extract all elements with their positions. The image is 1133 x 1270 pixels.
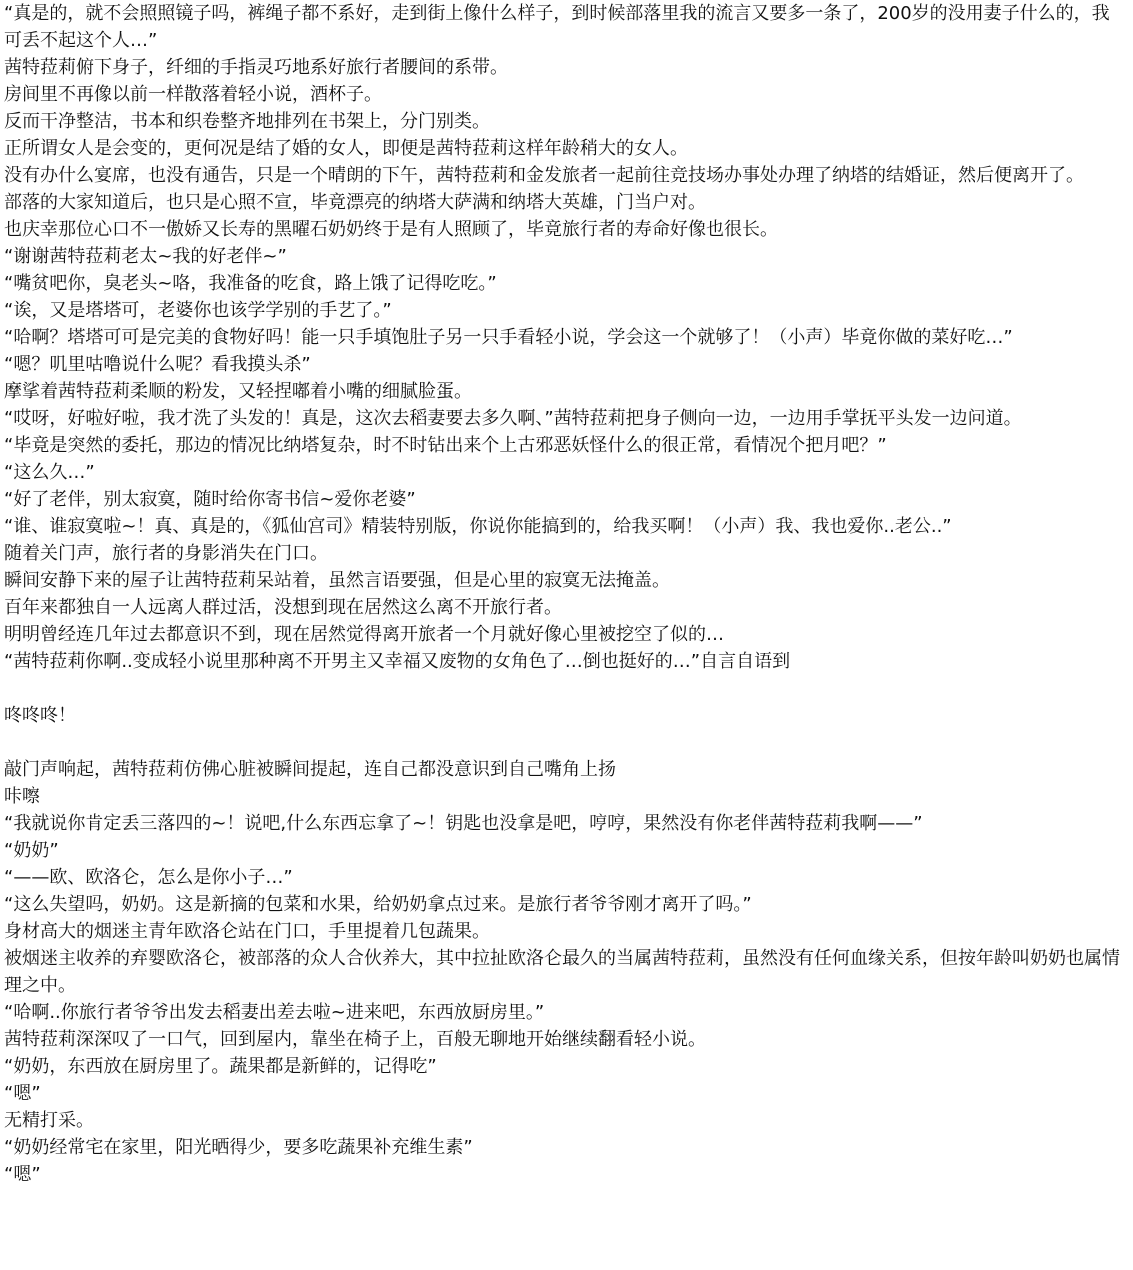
paragraph: “这么失望吗，奶奶。这是新摘的包菜和水果，给奶奶拿点过来。是旅行者爷爷刚才离开了吗。” [4, 894, 752, 915]
paragraph: “谢谢茜特菈莉老太~我的好老伴~” [4, 246, 287, 267]
paragraph: “茜特菈莉你啊..变成轻小说里那种离不开男主又幸福又废物的女角色了…倒也挺好的…”自言自语到 [4, 651, 791, 672]
paragraph: “奶奶，东西放在厨房里了。蔬果都是新鲜的，记得吃” [4, 1056, 437, 1077]
paragraph: 瞬间安静下来的屋子让茜特菈莉呆站着，虽然言语要强，但是心里的寂寞无法掩盖。 [4, 570, 670, 591]
paragraph: “嗯？叽里咕噜说什么呢？看我摸头杀” [4, 354, 311, 375]
paragraph: “这么久…” [4, 462, 95, 483]
paragraph: “我就说你肯定丢三落四的~！说吧,什么东西忘拿了~！钥匙也没拿是吧，哼哼，果然没有你老伴茜特菈莉我啊——” [4, 813, 923, 834]
paragraph: 随着关门声，旅行者的身影消失在门口。 [4, 543, 328, 564]
paragraph: 也庆幸那位心口不一傲娇又长寿的黑曜石奶奶终于是有人照顾了，毕竟旅行者的寿命好像也很长。 [4, 219, 778, 240]
paragraph: 部落的大家知道后，也只是心照不宣，毕竟漂亮的纳塔大萨满和纳塔大英雄，门当户对。 [4, 192, 706, 213]
paragraph: “毕竟是突然的委托，那边的情况比纳塔复杂，时不时钻出来个上古邪恶妖怪什么的很正常，看情况个把月吧？” [4, 435, 887, 456]
paragraph: 明明曾经连几年过去都意识不到，现在居然觉得离开旅者一个月就好像心里被挖空了似的… [4, 624, 724, 645]
paragraph: “奶奶经常宅在家里，阳光晒得少，要多吃蔬果补充维生素” [4, 1137, 473, 1158]
paragraph: 百年来都独自一人远离人群过活，没想到现在居然这么离不开旅行者。 [4, 597, 562, 618]
paragraph: 无精打采。 [4, 1110, 94, 1131]
paragraph: “哈啊？塔塔可可是完美的食物好吗！能一只手填饱肚子另一只手看轻小说，学会这一个就够了！（小声）毕竟你做的菜好吃…” [4, 327, 1013, 348]
paragraph: “真是的，就不会照照镜子吗，裤绳子都不系好，走到街上像什么样子，到时候部落里我的流言又要多一条了，200岁的没用妻子什么的，我可丢不起这个人…” [4, 3, 1110, 51]
paragraph: “奶奶” [4, 840, 59, 861]
paragraph: 咚咚咚！ [4, 705, 76, 726]
blank-line [4, 675, 1127, 702]
paragraph: 茜特菈莉俯下身子，纤细的手指灵巧地系好旅行者腰间的系带。 [4, 57, 508, 78]
paragraph: 摩挲着茜特菈莉柔顺的粉发，又轻捏嘟着小嘴的细腻脸蛋。 [4, 381, 472, 402]
paragraph: “嗯” [4, 1083, 41, 1104]
paragraph: 身材高大的烟迷主青年欧洛仑站在门口，手里提着几包蔬果。 [4, 921, 490, 942]
paragraph: 茜特菈莉深深叹了一口气，回到屋内，靠坐在椅子上，百般无聊地开始继续翻看轻小说。 [4, 1029, 706, 1050]
paragraph: “——欧、欧洛仑，怎么是你小子…” [4, 867, 293, 888]
paragraph: “嗯” [4, 1164, 41, 1185]
paragraph: 没有办什么宴席，也没有通告，只是一个晴朗的下午，茜特菈莉和金发旅者一起前往竞技场办事处办理了纳塔的结婚证，然后便离开了。 [4, 165, 1084, 186]
paragraph: “好了老伴，别太寂寞，随时给你寄书信~爱你老婆” [4, 489, 416, 510]
paragraph: “诶，又是塔塔可，老婆你也该学学别的手艺了。” [4, 300, 392, 321]
document-body [4, 0, 1127, 1188]
paragraph: “哎呀，好啦好啦，我才洗了头发的！真是，这次去稻妻要去多久啊、”茜特菈莉把身子侧向一边，一边用手掌抚平头发一边问道。 [4, 408, 1022, 429]
paragraph: 被烟迷主收养的弃婴欧洛仑，被部落的众人合伙养大，其中拉扯欧洛仑最久的当属茜特菈莉，虽然没有任何血缘关系，但按年龄叫奶奶也属情理之中。 [4, 948, 1120, 996]
paragraph: 反而干净整洁，书本和织卷整齐地排列在书架上，分门别类。 [4, 111, 490, 132]
paragraph: 正所谓女人是会变的，更何况是结了婚的女人，即便是茜特菈莉这样年龄稍大的女人。 [4, 138, 688, 159]
paragraph: 房间里不再像以前一样散落着轻小说，酒杯子。 [4, 84, 382, 105]
blank-line [4, 729, 1127, 756]
paragraph: “谁、谁寂寞啦~！真、真是的，《狐仙宫司》精装特别版，你说你能搞到的，给我买啊！（小声）我、我也爱你..老公..” [4, 516, 952, 537]
paragraph: 敲门声响起，茜特菈莉仿佛心脏被瞬间提起，连自己都没意识到自己嘴角上扬 [4, 759, 616, 780]
paragraph: 咔嚓 [4, 786, 40, 807]
paragraph: “嘴贫吧你，臭老头~咯，我准备的吃食，路上饿了记得吃吃。” [4, 273, 497, 294]
paragraph: “哈啊..你旅行者爷爷出发去稻妻出差去啦~进来吧，东西放厨房里。” [4, 1002, 545, 1023]
